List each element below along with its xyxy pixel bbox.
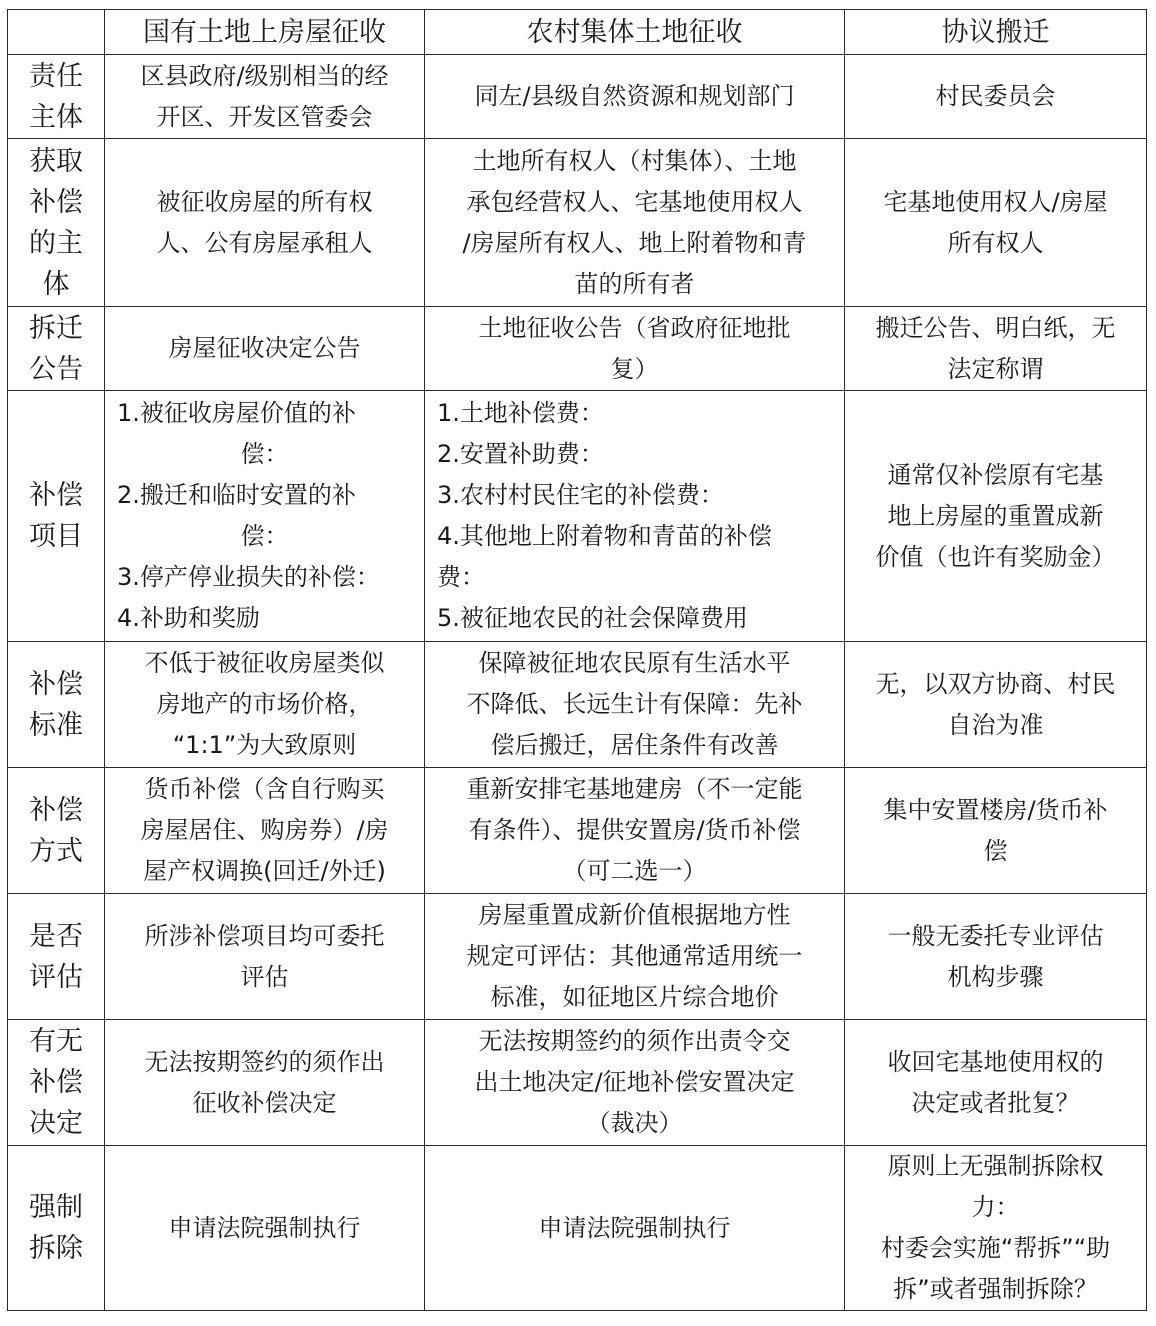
- table-row: [8, 391, 1147, 642]
- row-header: 获取 补偿 的主 体: [8, 139, 105, 307]
- cell-agreement-relocation: 集中安置楼房/货币补 偿: [845, 768, 1147, 894]
- header-row: [8, 10, 1147, 55]
- table-row: [8, 768, 1147, 894]
- cell-agreement-relocation: 村民委员会: [845, 55, 1147, 139]
- row-header: 责任 主体: [8, 55, 105, 139]
- cell-collective-land: 土地所有权人（村集体）、土地 承包经营权人、宅基地使用权人 /房屋所有权人、地上附着物和青 苗的所有者: [425, 139, 845, 307]
- cell-state-land: 所涉补偿项目均可委托 评估: [105, 894, 425, 1020]
- row-header: 补偿 方式: [8, 768, 105, 894]
- table-row: [8, 55, 1147, 139]
- cell-state-land: 1.被征收房屋价值的补 偿： 2.搬迁和临时安置的补 偿： 3.停产停业损失的补偿： 4.补助和奖励: [105, 391, 425, 642]
- table-row: [8, 1146, 1147, 1311]
- table-row: [8, 139, 1147, 307]
- row-header: 是否 评估: [8, 894, 105, 1020]
- cell-collective-land: 无法按期签约的须作出责令交 出土地决定/征地补偿安置决定 （裁决）: [425, 1020, 845, 1146]
- header-agreement-relocation: 协议搬迁: [845, 10, 1147, 55]
- cell-collective-land: 申请法院强制执行: [425, 1146, 845, 1311]
- table-row: [8, 642, 1147, 768]
- comparison-table: [7, 9, 1147, 1311]
- row-header: 拆迁 公告: [8, 307, 105, 391]
- cell-collective-land: 房屋重置成新价值根据地方性 规定可评估：其他通常适用统一 标准，如征地区片综合地价: [425, 894, 845, 1020]
- header-corner: [8, 10, 105, 55]
- cell-state-land: 申请法院强制执行: [105, 1146, 425, 1311]
- cell-state-land: 货币补偿（含自行购买 房屋居住、购房券）/房 屋产权调换(回迁/外迁): [105, 768, 425, 894]
- row-header: 补偿 标准: [8, 642, 105, 768]
- cell-agreement-relocation: 收回宅基地使用权的 决定或者批复？: [845, 1020, 1147, 1146]
- cell-agreement-relocation: 通常仅补偿原有宅基 地上房屋的重置成新 价值（也许有奖励金）: [845, 391, 1147, 642]
- cell-collective-land: 土地征收公告（省政府征地批 复）: [425, 307, 845, 391]
- cell-state-land: 房屋征收决定公告: [105, 307, 425, 391]
- cell-state-land: 被征收房屋的所有权 人、公有房屋承租人: [105, 139, 425, 307]
- cell-collective-land: 保障被征地农民原有生活水平 不降低、长远生计有保障：先补 偿后搬迁，居住条件有改善: [425, 642, 845, 768]
- row-header: 有无 补偿 决定: [8, 1020, 105, 1146]
- header-state-land: 国有土地上房屋征收: [105, 10, 425, 55]
- table-row: [8, 1020, 1147, 1146]
- header-collective-land: 农村集体土地征收: [425, 10, 845, 55]
- row-header: 强制 拆除: [8, 1146, 105, 1311]
- cell-agreement-relocation: 原则上无强制拆除权 力： 村委会实施“帮拆”“助 拆”或者强制拆除？: [845, 1146, 1147, 1311]
- cell-state-land: 区县政府/级别相当的经 开区、开发区管委会: [105, 55, 425, 139]
- row-header: 补偿 项目: [8, 391, 105, 642]
- table-row: [8, 894, 1147, 1020]
- cell-collective-land: 同左/县级自然资源和规划部门: [425, 55, 845, 139]
- cell-collective-land: 重新安排宅基地建房（不一定能 有条件）、提供安置房/货币补偿 （可二选一）: [425, 768, 845, 894]
- cell-agreement-relocation: 无，以双方协商、村民 自治为准: [845, 642, 1147, 768]
- cell-state-land: 不低于被征收房屋类似 房地产的市场价格， “1:1”为大致原则: [105, 642, 425, 768]
- cell-collective-land: 1.土地补偿费： 2.安置补助费： 3.农村村民住宅的补偿费： 4.其他地上附着物和青苗的补偿 费： 5.被征地农民的社会保障费用: [425, 391, 845, 642]
- cell-agreement-relocation: 搬迁公告、明白纸，无 法定称谓: [845, 307, 1147, 391]
- cell-agreement-relocation: 宅基地使用权人/房屋 所有权人: [845, 139, 1147, 307]
- table-row: [8, 307, 1147, 391]
- cell-agreement-relocation: 一般无委托专业评估 机构步骤: [845, 894, 1147, 1020]
- cell-state-land: 无法按期签约的须作出 征收补偿决定: [105, 1020, 425, 1146]
